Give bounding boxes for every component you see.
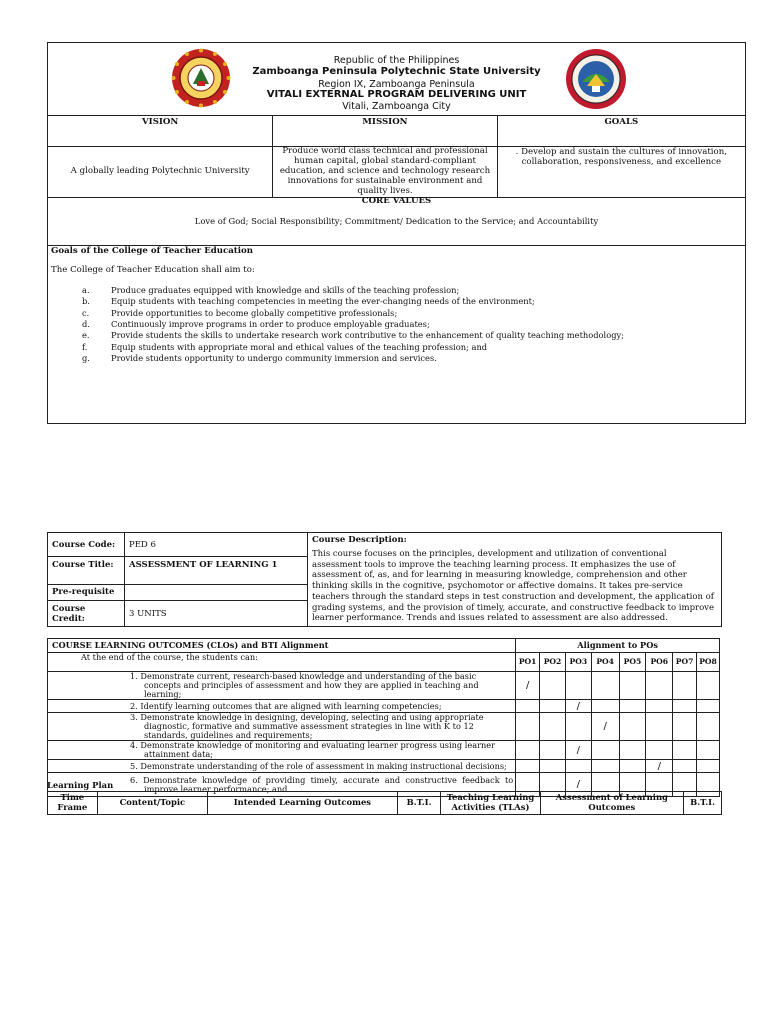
po-alignment-cell (673, 760, 697, 773)
po-alignment-cell: / (565, 741, 591, 760)
clo-item-text: 6. Demonstrate knowledge of providing timely, accurate and constructive feedback to improve learner performance; and (48, 773, 516, 797)
po-alignment-cell (619, 672, 646, 700)
po-alignment-cell (697, 700, 720, 713)
cte-goals-intro: The College of Teacher Education shall aim to: (51, 265, 255, 275)
po-alignment-cell (646, 741, 673, 760)
vision-label: VISION (48, 116, 273, 147)
po-alignment-cell (540, 713, 566, 741)
learning-plan-table (47, 791, 722, 815)
course-title: ASSESSMENT OF LEARNING 1 (125, 557, 308, 585)
po-column-header: PO2 (540, 653, 566, 672)
po-alignment-cell (673, 713, 697, 741)
po-alignment-cell (646, 672, 673, 700)
goal-item-text: Provide students opportunity to undergo community immersion and services. (111, 352, 437, 363)
clo-row (48, 700, 720, 713)
po-alignment-cell: / (565, 773, 591, 797)
learning-plan-column-header: Intended Learning Outcomes (207, 792, 397, 815)
po-alignment-cell (673, 672, 697, 700)
po-alignment-cell: / (591, 713, 619, 741)
goal-letter: f. (82, 341, 88, 352)
clo-header: COURSE LEARNING OUTCOMES (CLOs) and BTI Alignment (48, 639, 516, 653)
po-alignment-cell (540, 760, 566, 773)
clo-row (48, 672, 720, 700)
vision-mission-goals-table (47, 115, 746, 198)
po-alignment-cell (516, 760, 540, 773)
header-unit: VITALI EXTERNAL PROGRAM DELIVERING UNIT (266, 89, 527, 100)
goal-item-text: Equip students with appropriate moral and ethical values of the teaching profession; and (111, 341, 488, 352)
clo-row (48, 713, 720, 741)
po-alignment-header: Alignment to POs (516, 639, 720, 653)
po-column-header: PO8 (697, 653, 720, 672)
mission-label: MISSION (273, 116, 497, 147)
po-alignment-cell (565, 672, 591, 700)
goal-letter: b. (82, 296, 90, 307)
po-column-header: PO1 (516, 653, 540, 672)
course-description-label: Course Description: (312, 535, 407, 545)
po-alignment-cell (646, 713, 673, 741)
clo-item-text: 2. Identify learning outcomes that are aligned with learning competencies; (48, 700, 516, 713)
po-alignment-cell: / (565, 700, 591, 713)
clo-item-text: 4. Demonstrate knowledge of monitoring and evaluating learner progress using learner attainment data; (48, 741, 516, 760)
course-description-cell (308, 533, 722, 627)
po-alignment-cell (697, 713, 720, 741)
learning-plan-column-header: Teaching Learning Activities (TLAs) (441, 792, 540, 815)
po-column-header: PO6 (646, 653, 673, 672)
po-alignment-cell (646, 700, 673, 713)
course-title-label: Course Title: (48, 557, 125, 585)
goal-item-text: Provide opportunities to become globally competitive professionals; (111, 307, 398, 318)
po-alignment-cell (516, 700, 540, 713)
po-alignment-cell (540, 672, 566, 700)
header-city: Vitali, Zamboanga City (342, 101, 451, 112)
goal-letter: a. (82, 285, 90, 295)
po-alignment-cell (673, 741, 697, 760)
po-alignment-cell (516, 741, 540, 760)
mission-text: Produce world class technical and professional human capital, global standard-compliant education, and science and technology research innovations for sustainable environment and quality lives. (273, 147, 497, 198)
header-region: Region IX, Zamboanga Peninsula (318, 79, 475, 90)
clo-intro: At the end of the course, the students can: (48, 653, 516, 672)
po-alignment-cell: / (516, 672, 540, 700)
po-alignment-cell (591, 760, 619, 773)
learning-plan-column-header: B.T.I. (397, 792, 441, 815)
prerequisite-value (125, 584, 308, 600)
po-alignment-cell (591, 672, 619, 700)
core-values-section (47, 196, 746, 246)
po-alignment-cell (619, 741, 646, 760)
po-alignment-cell (591, 700, 619, 713)
po-column-header: PO5 (619, 653, 646, 672)
prerequisite-label: Pre-requisite (48, 584, 125, 600)
po-alignment-cell (540, 700, 566, 713)
vision-text: A globally leading Polytechnic University (48, 147, 273, 198)
po-alignment-cell (591, 741, 619, 760)
goal-item-text: Provide students the skills to undertake research work contributive to the enhancement of quality teaching methodology; (111, 330, 624, 341)
goal-letter: e. (82, 330, 90, 341)
course-code-label: Course Code: (48, 533, 125, 557)
course-credit-label: Course Credit: (48, 600, 125, 627)
po-alignment-cell (619, 700, 646, 713)
course-credit: 3 UNITS (125, 600, 308, 627)
course-description-text: This course focuses on the principles, development and utilization of conventional assessment tools to improve the teaching learning process. It emphasizes the use of assessment of, as, and for learning in measuring knowledge, comprehension and other thinking skills in the cognitive, psychomotor or affective domains. It takes pre-service teachers through the standard steps in test construction and development, the application of grading systems, and the provision of timely, accurate, and constructive feedback to improve learner performance. Trends and issues related to assessment are also addressed. (312, 548, 715, 624)
po-alignment-cell (619, 760, 646, 773)
clo-item-text: 1. Demonstrate current, research-based knowledge and understanding of the basic concepts and principles of assessment and how they are applied in teaching and learning; (48, 672, 516, 700)
goals-text: . Develop and sustain the cultures of innovation, collaboration, responsiveness, and excellence (497, 147, 745, 198)
po-alignment-cell (697, 741, 720, 760)
cte-goals-title: Goals of the College of Teacher Education (51, 246, 254, 256)
header-republic: Republic of the Philippines (333, 55, 460, 66)
goal-item-text: Equip students with teaching competencies in meeting the ever-changing needs of the environment; (111, 296, 535, 307)
clo-alignment-table (47, 638, 720, 797)
core-values-label: CORE VALUES (361, 196, 432, 206)
po-column-header: PO3 (565, 653, 591, 672)
goal-item-text: Produce graduates equipped with knowledge and skills of the teaching profession; (111, 285, 460, 295)
po-alignment-cell (697, 760, 720, 773)
clo-item-text: 3. Demonstrate knowledge in designing, developing, selecting and using appropriate diagnostic, formative and summative assessment strategies in line with K to 12 standards, guidelines and requirements; (48, 713, 516, 741)
po-alignment-cell (565, 713, 591, 741)
goal-letter: d. (82, 318, 90, 329)
goal-letter: g. (82, 352, 90, 363)
po-column-header: PO7 (673, 653, 697, 672)
learning-plan-column-header: Time Frame (48, 792, 98, 815)
clo-item-text: 5. Demonstrate understanding of the role of assessment in making instructional decisions; (48, 760, 516, 773)
po-column-header: PO4 (591, 653, 619, 672)
clo-row (48, 741, 720, 760)
goals-label: GOALS (497, 116, 745, 147)
po-alignment-cell (619, 713, 646, 741)
po-alignment-cell (540, 741, 566, 760)
course-code: PED 6 (125, 533, 308, 557)
learning-plan-label: Learning Plan (47, 780, 114, 790)
learning-plan-column-header: Assessment of Learning Outcomes (540, 792, 684, 815)
goal-letter: c. (82, 307, 90, 318)
learning-plan-column-header: Content/Topic (97, 792, 207, 815)
po-alignment-cell (673, 700, 697, 713)
po-alignment-cell (565, 760, 591, 773)
clo-row (48, 760, 720, 773)
po-alignment-cell: / (646, 760, 673, 773)
po-alignment-cell (516, 713, 540, 741)
header-university: Zamboanga Peninsula Polytechnic State University (252, 66, 541, 77)
core-values-text: Love of God; Social Responsibility; Commitment/ Dedication to the Service; and Accountability (194, 216, 599, 226)
learning-plan-column-header: B.T.I. (684, 792, 722, 815)
po-alignment-cell (697, 672, 720, 700)
course-info-table (47, 532, 722, 627)
goal-item-text: Continuously improve programs in order to produce employable graduates; (111, 318, 430, 329)
